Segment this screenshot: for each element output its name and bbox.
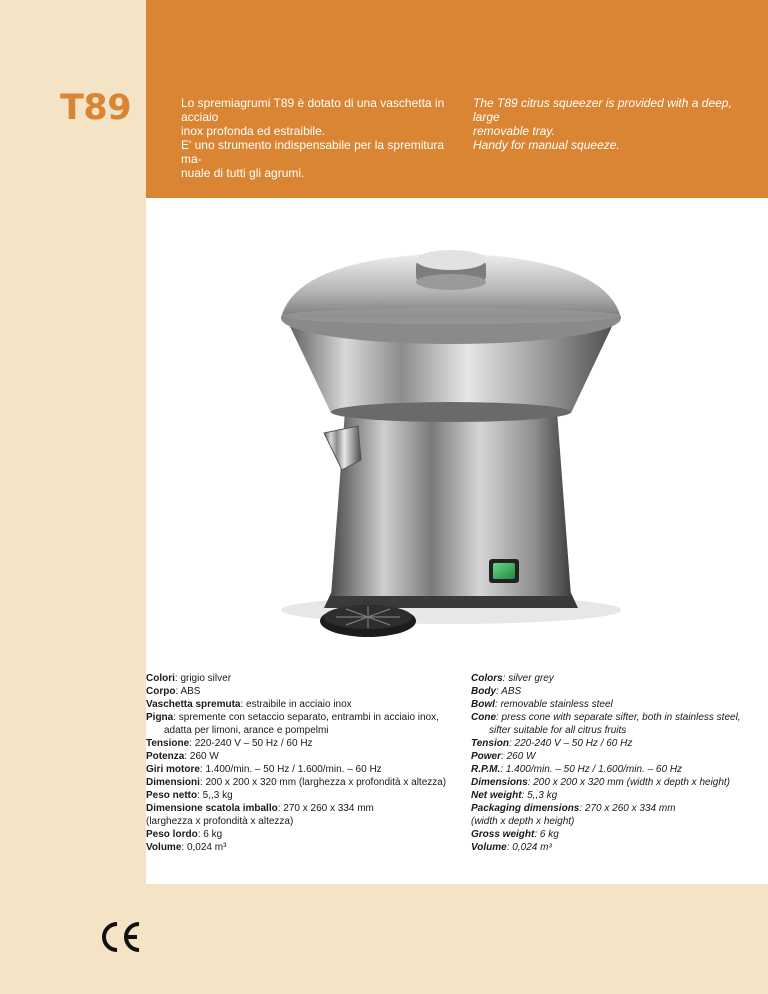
spec-row (471, 828, 751, 841)
intro-it-line: nuale di tutti gli agrumi. (181, 166, 305, 180)
spec-value: : 5,,3 kg (521, 790, 558, 801)
spec-row (471, 672, 751, 685)
spec-value: : 0,024 m³ (506, 842, 552, 853)
intro-it-line: inox profonda ed estraibile. (181, 124, 326, 138)
spec-extra: (larghezza x profondità x altezza) (146, 816, 294, 827)
intro-en-line: removable tray. (473, 124, 555, 138)
intro-it-line: Lo spremiagrumi T89 è dotato di una vaschetta in acciaio (181, 96, 445, 124)
spec-extra: adatta per limoni, arance e pompelmi (164, 725, 329, 736)
spec-value: : grigio silver (174, 673, 232, 684)
spec-value: : 1.400/min. – 50 Hz / 1.600/min. – 60 Hz (199, 764, 382, 775)
left-band (0, 0, 146, 994)
spec-row (146, 711, 456, 737)
spec-row (471, 841, 751, 854)
spec-value: : 270 x 260 x 334 mm (579, 803, 676, 814)
spec-label: Bowl (471, 699, 495, 710)
spec-value: : removable stainless steel (494, 699, 613, 710)
spec-row (471, 711, 751, 737)
spec-label: Dimensione scatola imballo (146, 803, 278, 814)
spec-label: Cone (471, 712, 496, 723)
spec-row (471, 789, 751, 802)
spec-value: : 220-240 V – 50 Hz / 60 Hz (508, 738, 633, 749)
spec-value: : 1.400/min. – 50 Hz / 1.600/min. – 60 Hz (500, 764, 683, 775)
spec-extra: (width x depth x height) (471, 816, 575, 827)
intro-en-line: Handy for manual squeeze. (473, 138, 620, 152)
intro-italian (181, 96, 446, 180)
spec-row (146, 802, 456, 828)
spec-value: : 200 x 200 x 320 mm (width x depth x height) (527, 777, 731, 788)
spec-value: : 5,,3 kg (197, 790, 233, 801)
spec-label: Tensione (146, 738, 190, 749)
model-code: T89 (60, 88, 132, 128)
spec-value: : ABS (496, 686, 522, 697)
spec-label: Colors (471, 673, 503, 684)
spec-value: : ABS (175, 686, 201, 697)
spec-value: : 6 kg (534, 829, 559, 840)
spec-extra: sifter suitable for all citrus fruits (489, 725, 627, 736)
intro-it-line: E' uno strumento indispensabile per la spremitura ma- (181, 138, 445, 166)
spec-row (471, 698, 751, 711)
spec-label: Potenza (146, 751, 185, 762)
spec-row (146, 789, 456, 802)
spec-row (471, 763, 751, 776)
spec-value: : press cone with separate sifter, both in stainless steel, (496, 712, 741, 723)
spec-row (146, 672, 456, 685)
specs-italian (146, 672, 456, 854)
spec-value: : 260 W (184, 751, 219, 762)
spec-value: : 0,024 m³ (181, 842, 227, 853)
specs-english (471, 672, 751, 854)
spec-row (471, 737, 751, 750)
spec-row (471, 750, 751, 763)
spec-value: : 6 kg (197, 829, 223, 840)
spec-value: : spremente con setaccio separato, entrambi in acciaio inox, (173, 712, 439, 723)
spec-row (146, 698, 456, 711)
spec-label: Power (471, 751, 502, 762)
spec-label: Packaging dimensions (471, 803, 580, 814)
spec-row (146, 737, 456, 750)
spec-label: Volume (146, 842, 182, 853)
spec-label: Dimensions (471, 777, 528, 788)
spec-label: Body (471, 686, 496, 697)
spec-label: Net weight (471, 790, 522, 801)
intro-english (473, 96, 738, 152)
spec-value: : estraibile in acciaio inox (240, 699, 352, 710)
spec-label: Colori (146, 673, 175, 684)
intro-en-line: The T89 citrus squeezer is provided with a deep, large (473, 96, 732, 124)
spec-label: Dimensioni (146, 777, 200, 788)
spec-label: Corpo (146, 686, 176, 697)
spec-value: : 260 W (501, 751, 536, 762)
spec-value: : 200 x 200 x 320 mm (larghezza x profondità x altezza) (199, 777, 447, 788)
spec-value: : 270 x 260 x 334 mm (277, 803, 374, 814)
spec-row (146, 685, 456, 698)
spec-row (146, 763, 456, 776)
citrus-squeezer-icon (146, 198, 768, 656)
spec-label: Volume (471, 842, 507, 853)
spec-label: Peso netto (146, 790, 198, 801)
ce-mark-icon (95, 918, 143, 956)
spec-label: Giri motore (146, 764, 200, 775)
spec-label: Gross weight (471, 829, 535, 840)
spec-label: R.P.M. (471, 764, 501, 775)
spec-label: Pigna (146, 712, 174, 723)
spec-label: Tension (471, 738, 509, 749)
spec-label: Vaschetta spremuta (146, 699, 241, 710)
spec-row (471, 802, 751, 828)
spec-row (146, 776, 456, 789)
product-photo (146, 198, 768, 656)
spec-label: Peso lordo (146, 829, 198, 840)
spec-row (146, 841, 456, 854)
spec-value: : 220-240 V – 50 Hz / 60 Hz (189, 738, 313, 749)
spec-value: : silver grey (502, 673, 554, 684)
spec-row (146, 828, 456, 841)
spec-row (471, 776, 751, 789)
footer-band (146, 884, 768, 994)
spec-row (146, 750, 456, 763)
spec-row (471, 685, 751, 698)
